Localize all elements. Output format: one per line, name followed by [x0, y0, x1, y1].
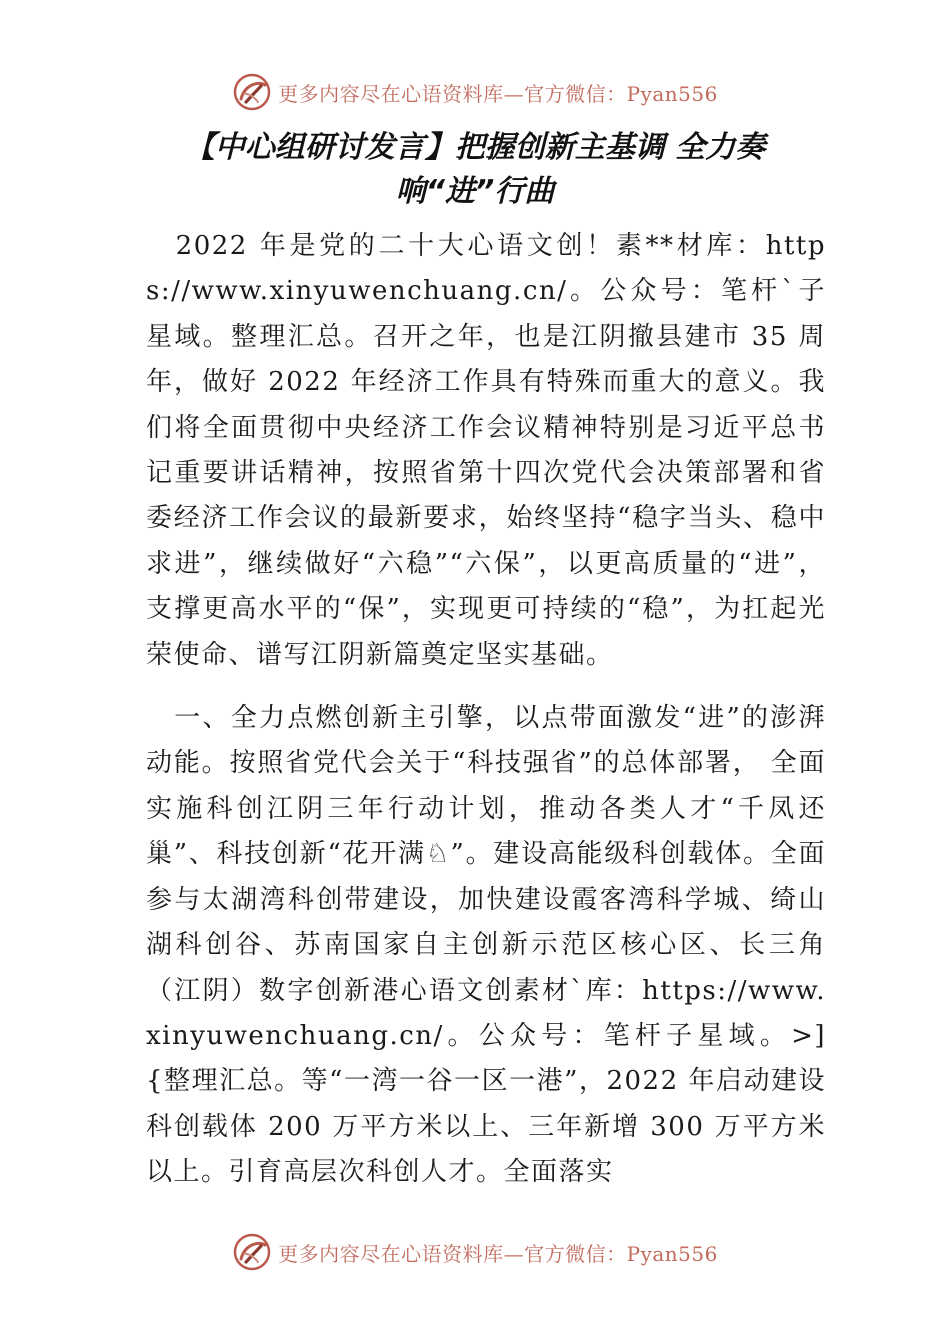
document-body [146, 224, 826, 1196]
banner-text: 更多内容尽在心语资料库—官方微信：Pyan556 [278, 1241, 718, 1266]
paragraph: 一、全力点燃创新主引擎，以点带面激发“进”的澎湃动能。按照省党代会关于“科技强省”的总体部署， 全面实施科创江阴三年行动计划，推动各类人才“千凤还巢”、科技创新“花开满♘”。建设高能级科创载体。全面参与太湖湾科创带建设，加快建设霞客湾科学城、绮山湖科创谷、苏南国家自主创新示范区核心区、长三角（江阴）数字创新港心语文创素材`库：https://www.xinyuwenchuang.cn/。公众号：笔杆子星域。>]{整理汇总。等“一湾一谷一区一港”，2022 年启动建设科创载体 200 万平方米以上、三年新增 300 万平方米以上。引育高层次科创人才。全面落实 [146, 703, 826, 1188]
footer-banner [0, 1230, 950, 1274]
banner-text: 更多内容尽在心语资料库—官方微信：Pyan556 [278, 81, 718, 106]
logo-icon [232, 1232, 272, 1272]
document-title: 【中心组研讨发言】把握创新主基调 全力奏响“进”行曲 [184, 130, 766, 209]
header-banner [0, 70, 950, 114]
logo-icon [232, 72, 272, 112]
paragraph: 2022 年是党的二十大心语文创！素**材库：https://www.xinyuwenchuang.cn/。公众号：笔杆`子星域。整理汇总。召开之年，也是江阴撤县建市 35 周年，做好 2022 年经济工作具有特殊而重大的意义。我们将全面贯彻中央经济工作会议精神特别是习近平总书记重要讲话精神，按照省第十四次党代会决策部署和省委经济工作会议的最新要求，始终坚持“稳字当头、稳中求进”，继续做好“六稳”“六保”，以更高质量的“进”，支撑更高水平的“保”，实现更可持续的“稳”，为扛起光荣使命、谱写江阴新篇奠定坚实基础。 [146, 231, 826, 670]
